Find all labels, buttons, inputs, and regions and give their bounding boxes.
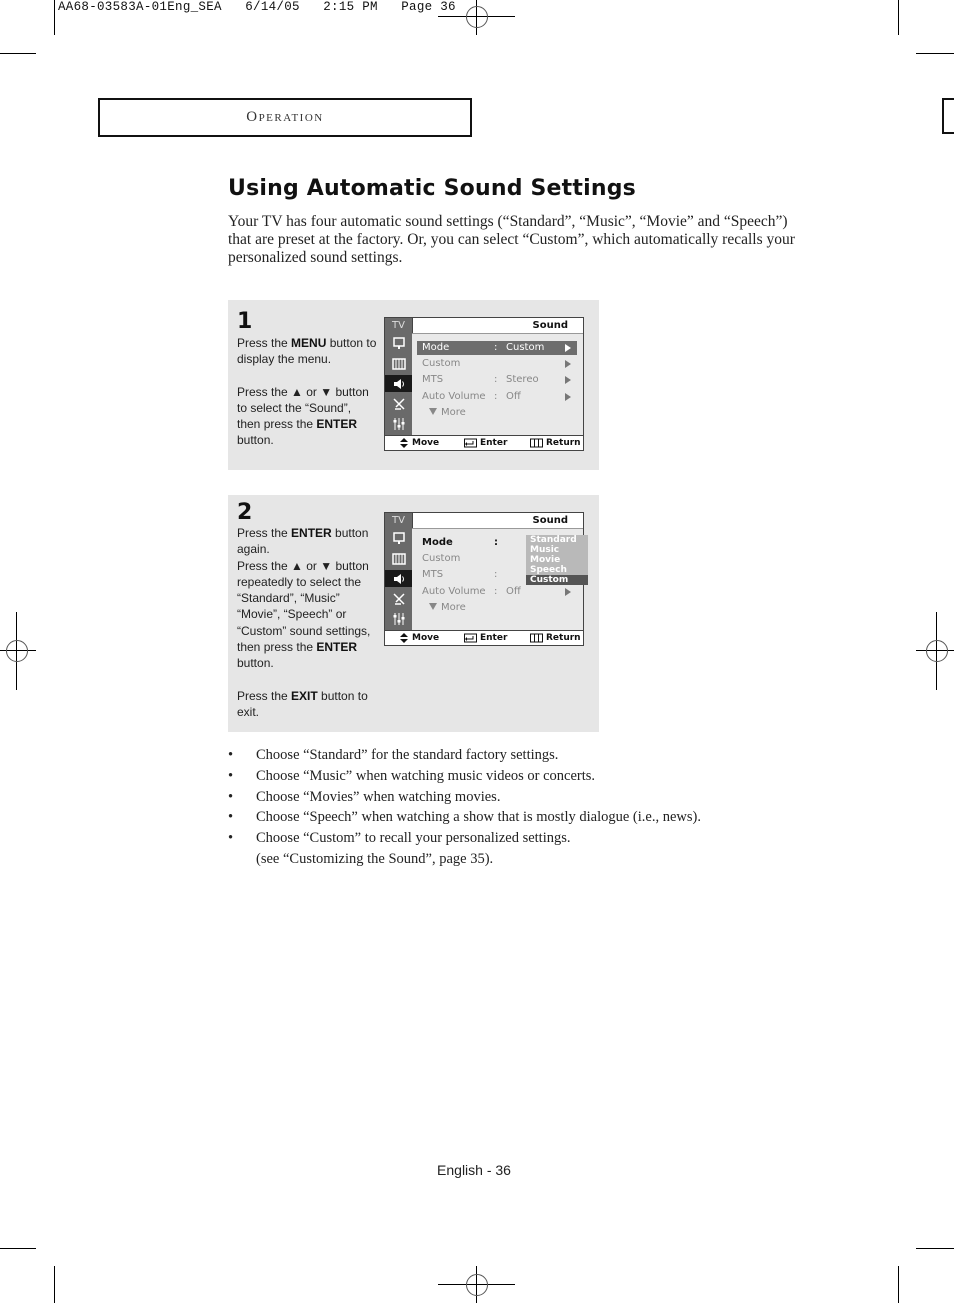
- film-icon: [388, 550, 409, 567]
- row-label: Auto Volume: [422, 391, 486, 402]
- row-label: Auto Volume: [422, 586, 486, 597]
- bullet-text: Choose “Custom” to recall your personalized settings.: [256, 830, 571, 847]
- move-icon: [399, 633, 409, 643]
- instruction-paragraph: [237, 384, 377, 449]
- page-title: Using Automatic Sound Settings: [228, 176, 636, 201]
- footer-label: Enter: [480, 633, 508, 643]
- instruction-paragraph: [237, 688, 379, 721]
- menu-row-auto-volume[interactable]: [417, 585, 577, 599]
- crop-mark: [898, 1266, 899, 1303]
- dropdown-option[interactable]: Music: [530, 545, 560, 555]
- bullet-text: Choose “Standard” for the standard factory settings.: [256, 747, 559, 763]
- row-label: Custom: [422, 553, 461, 564]
- instruction-paragraph: [237, 335, 377, 368]
- print-slug: AA68-03583A-01Eng_SEA 6/14/05 2:15 PM Page 36: [58, 0, 456, 14]
- arrow-down-icon: [429, 603, 437, 610]
- row-label: Custom: [422, 358, 461, 369]
- registration-circle: [926, 640, 948, 662]
- enter-icon: [464, 438, 477, 448]
- list-item: [228, 807, 788, 828]
- step-1-panel: [228, 300, 599, 470]
- dropdown-option[interactable]: Speech: [530, 565, 567, 575]
- menu-heading: Sound: [532, 320, 568, 331]
- footer-label: Enter: [480, 438, 508, 448]
- crop-mark: [54, 0, 55, 35]
- dropdown-option[interactable]: Standard: [530, 535, 577, 545]
- footer-enter: [464, 633, 507, 643]
- more-label: More: [441, 602, 466, 613]
- film-icon: [388, 355, 409, 372]
- row-label: MTS: [422, 569, 444, 580]
- list-item: [228, 766, 788, 787]
- registration-circle: [466, 6, 488, 28]
- more-item[interactable]: [429, 407, 466, 418]
- row-colon: :: [494, 342, 498, 353]
- dropdown-option-selected[interactable]: Custom: [526, 575, 588, 585]
- row-label: Mode: [422, 537, 453, 548]
- crop-mark: [0, 53, 36, 54]
- section-label: Operation: [246, 109, 324, 125]
- dropdown-option[interactable]: Movie: [530, 555, 561, 565]
- row-label: Mode: [422, 342, 450, 353]
- bullet-dot: •: [228, 809, 234, 826]
- arrow-right-icon: [565, 376, 571, 384]
- step-2-panel: [228, 495, 599, 732]
- return-icon: [530, 438, 543, 448]
- crop-mark: [916, 53, 954, 54]
- row-label: MTS: [422, 374, 444, 385]
- mode-dropdown-list[interactable]: [526, 535, 588, 585]
- speaker-icon: [385, 570, 412, 587]
- text: Press the ▲ or ▼ button repeatedly to select the “Standard”, “Music” “Movie”, “Speech” or “Custom” sound settings, then press the: [237, 558, 371, 655]
- footer-label: Return: [546, 438, 581, 448]
- arrow-right-icon: [565, 588, 571, 596]
- text: button to exit.: [237, 688, 368, 719]
- menu-body: [412, 529, 583, 633]
- bullet-continuation: (see “Customizing the Sound”, page 35).: [256, 850, 494, 867]
- picture-icon: [388, 530, 409, 547]
- move-icon: [399, 438, 409, 448]
- menu-sidebar: [385, 513, 413, 633]
- crop-mark: [916, 1248, 954, 1249]
- menu-body: [412, 334, 583, 438]
- menu-sidebar: [385, 318, 413, 438]
- enter-icon: [464, 633, 477, 643]
- footer-enter: [464, 438, 507, 448]
- menu-row-auto-volume[interactable]: [417, 390, 577, 404]
- antenna-icon: [388, 395, 409, 412]
- row-value: Stereo: [506, 374, 539, 385]
- footer-label: Return: [546, 633, 581, 643]
- bullet-text: Choose “Movies” when watching movies.: [256, 788, 501, 805]
- list-item: [228, 828, 788, 849]
- tv-label: TV: [392, 320, 405, 331]
- button-name: ENTER: [316, 417, 358, 432]
- row-colon: :: [494, 569, 498, 580]
- bullet-text: Choose “Speech” when watching a show that is mostly dialogue (i.e., news).: [256, 809, 701, 826]
- bullet-dot: •: [228, 788, 234, 805]
- button-name: ENTER: [316, 640, 358, 655]
- instruction-paragraph: [237, 558, 379, 672]
- tv-label: TV: [392, 515, 405, 526]
- text: Press the: [237, 336, 292, 350]
- more-label: More: [441, 407, 466, 418]
- tv-menu-screen: [384, 512, 584, 646]
- footer-move: [399, 633, 439, 643]
- menu-row-custom[interactable]: [417, 357, 577, 371]
- menu-footer: [385, 435, 583, 450]
- footer-return: [530, 633, 581, 643]
- list-item: [228, 787, 788, 808]
- step-2-instructions: [237, 525, 379, 720]
- footer-return: [530, 438, 581, 448]
- intro-paragraph: Your TV has four automatic sound settings (“Standard”, “Music”, “Movie” and “Speech”) that are preset at the factory. Or, you can select “Custom”, which automatically recalls your personalized sound settings.: [228, 213, 795, 266]
- bullet-dot: •: [228, 767, 234, 784]
- return-icon: [530, 633, 543, 643]
- more-item[interactable]: [429, 602, 466, 613]
- antenna-icon: [388, 590, 409, 607]
- arrow-right-icon: [565, 360, 571, 368]
- menu-row-mts[interactable]: [417, 373, 577, 387]
- bullet-list: [228, 745, 788, 870]
- section-header: [98, 98, 472, 137]
- instruction-paragraph: [237, 525, 379, 558]
- text: button.: [237, 433, 274, 448]
- row-value: Off: [506, 391, 521, 402]
- picture-icon: [388, 335, 409, 352]
- text: Press the ▲ or ▼ button to select the “Sound”, then press the: [237, 384, 369, 432]
- registration-circle: [6, 640, 28, 662]
- step-1-instructions: [237, 335, 377, 449]
- page-number: English - 36: [437, 1162, 511, 1178]
- menu-row-mode[interactable]: [417, 341, 577, 355]
- list-item: [228, 745, 788, 766]
- footer-label: Move: [412, 438, 440, 448]
- tv-menu-screen: [384, 317, 584, 451]
- arrow-right-icon: [565, 393, 571, 401]
- registration-circle: [466, 1274, 488, 1296]
- footer-label: Move: [412, 633, 440, 643]
- menu-footer: [385, 630, 583, 645]
- text: Press the: [237, 688, 292, 703]
- settings-icon: [388, 415, 409, 432]
- row-colon: :: [494, 374, 498, 385]
- button-name: EXIT: [291, 688, 318, 703]
- step-number: 2: [237, 500, 253, 525]
- bullet-dot: •: [228, 747, 234, 763]
- speaker-icon: [385, 375, 412, 392]
- row-value: Custom: [506, 342, 545, 353]
- menu-heading: Sound: [532, 515, 568, 526]
- settings-icon: [388, 610, 409, 627]
- button-name: MENU: [291, 336, 327, 350]
- text: button.: [237, 656, 274, 671]
- text: Press the: [237, 526, 292, 540]
- row-value: Off: [506, 586, 521, 597]
- bullet-dot: •: [228, 830, 234, 847]
- row-colon: :: [494, 586, 498, 597]
- crop-mark: [54, 1266, 55, 1303]
- crop-mark: [898, 0, 899, 35]
- row-colon: :: [494, 537, 498, 548]
- button-name: ENTER: [291, 526, 332, 540]
- crop-mark: [0, 1248, 36, 1249]
- step-number: 1: [237, 309, 253, 334]
- edge-tab: [942, 98, 954, 134]
- arrow-down-icon: [429, 408, 437, 415]
- arrow-right-icon: [565, 344, 571, 352]
- footer-move: [399, 438, 439, 448]
- bullet-text: Choose “Music” when watching music videos or concerts.: [256, 767, 596, 784]
- text: button to display the menu.: [237, 336, 377, 367]
- row-colon: :: [494, 391, 498, 402]
- text: button again.: [237, 526, 369, 557]
